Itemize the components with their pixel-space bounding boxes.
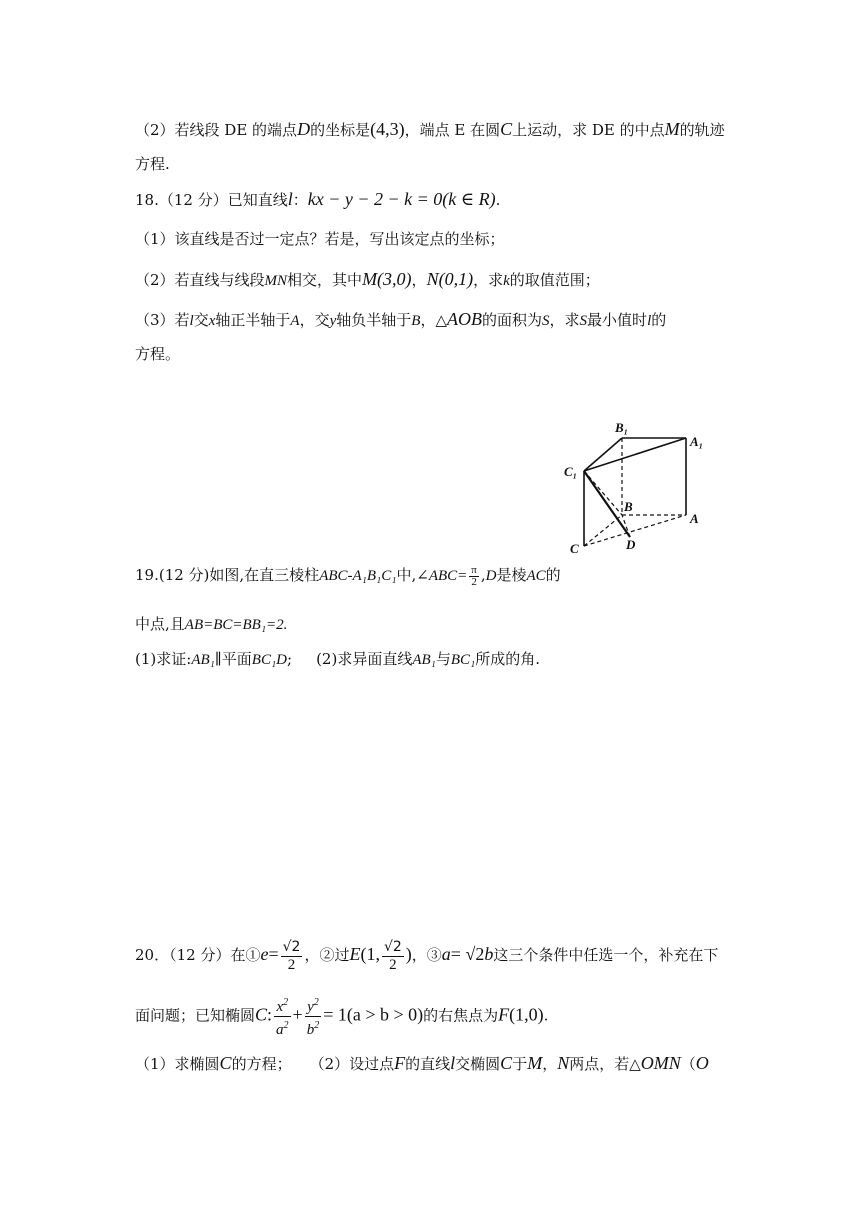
problem-17-part-2-line-2 (135, 153, 170, 175)
problem-20-stem-cont (135, 994, 548, 1039)
problem-20-questions (135, 1052, 709, 1075)
frac-num: π (471, 563, 477, 576)
math-l: l (450, 1053, 456, 1073)
text: 的取值范围； (509, 271, 600, 289)
problem-18-q3 (135, 308, 666, 332)
math-MN: MN (264, 273, 288, 289)
math-colon: : (267, 1004, 273, 1025)
math-OMN: OMN (640, 1053, 681, 1073)
math-equals: = (268, 944, 279, 964)
text: (2)求异面直线 (316, 650, 413, 668)
label-A: A (690, 511, 699, 526)
math-b: b (484, 944, 494, 964)
text: 的 (545, 566, 561, 584)
math-coord: (4,3) (370, 119, 405, 139)
text: 的 (651, 311, 667, 329)
text: 于 (512, 1055, 528, 1073)
text: 的右焦点为 (423, 1006, 499, 1025)
text: 轴正半轴于 (215, 311, 291, 329)
math-AB1: AB₁ (191, 652, 215, 668)
math-M: M (527, 1053, 543, 1073)
math-S: S (542, 313, 550, 329)
text: 中,∠ (396, 566, 429, 584)
math-angle: ABC= (428, 568, 468, 584)
problem-19-questions (135, 648, 540, 671)
text: 的方程； (231, 1055, 292, 1073)
math-F: F (498, 1004, 510, 1025)
label-C: C (570, 541, 579, 556)
label-C1: C₁ (564, 464, 578, 479)
text: （1）该直线是否过一定点？若是，写出该定点的坐标； (135, 230, 505, 248)
math-AB1: AB₁ (412, 652, 436, 668)
frac-den: b (306, 1022, 315, 1038)
math-equal-lengths: AB=BC=BB₁=2. (184, 617, 288, 633)
text: （ (680, 1055, 696, 1073)
text: 方程. (135, 155, 170, 173)
math-D: D (485, 568, 497, 584)
math-l: l (189, 313, 194, 329)
math-F: F (394, 1053, 406, 1073)
text: 中点,且 (135, 615, 185, 633)
math-pi-over-2 (469, 565, 479, 588)
text: 上运动，求 DE 的中点 (512, 121, 665, 139)
text: . (543, 1006, 549, 1025)
math-BC1D: BC₁D (251, 652, 288, 668)
text: （2）设过点 (309, 1055, 395, 1073)
prism-figure (560, 415, 735, 560)
math-x: x (208, 313, 216, 329)
frac-den: 2 (287, 956, 296, 973)
math-sqrt2-over-2 (281, 939, 303, 974)
math-C: C (219, 1053, 232, 1073)
math-sqrt2-over-2 (382, 939, 404, 974)
label-B1: B₁ (615, 420, 629, 435)
text: 所成的角. (475, 650, 541, 668)
edge-C1B-hidden (584, 471, 622, 515)
edge-CB-hidden (584, 515, 622, 546)
text: 这三个条件中任选一个，补充在下 (493, 946, 719, 964)
edge-C1A1 (584, 438, 686, 471)
math-E-close: ) (405, 944, 412, 964)
math-ellipse-condition: = 1(a > b > 0) (323, 1004, 424, 1025)
label-A1: A₁ (690, 434, 704, 449)
label-B: B (624, 499, 633, 514)
math-B: B (411, 313, 421, 329)
text: 方程。 (135, 345, 181, 363)
text: 的面积为 (482, 311, 543, 329)
frac-num: √2 (282, 938, 301, 955)
text: ，△ (420, 311, 448, 329)
text: ，交 (299, 311, 330, 329)
text: 的轨迹 (679, 121, 725, 139)
math-S: S (579, 313, 588, 329)
text: ，求 (549, 311, 580, 329)
text: 面问题；已知椭圆 (135, 1006, 256, 1025)
math-AOB: AOB (447, 309, 483, 329)
math-y: y (329, 313, 337, 329)
text: 交 (193, 311, 209, 329)
text: ， (542, 1055, 558, 1073)
frac-num: x (276, 999, 284, 1015)
problem-20-stem (135, 934, 718, 975)
math-M: M (664, 119, 680, 139)
frac-den: 2 (471, 575, 477, 588)
label-D: D (626, 537, 636, 552)
math-BC1: BC₁ (450, 652, 476, 668)
problem-17-part-2-line-1 (135, 118, 725, 141)
math-k: k (503, 273, 510, 289)
math-A: A (290, 313, 300, 329)
text: （2）若直线与线段 (135, 271, 265, 289)
text: （1）求椭圆 (135, 1055, 220, 1073)
problem-19-stem (135, 564, 561, 588)
problem-19-stem-cont (135, 613, 287, 636)
math-AC: AC (526, 568, 546, 584)
text: 19.(12 分)如图,在直三棱柱 (135, 566, 320, 584)
math-E: E (349, 944, 361, 964)
text: ，②过 (304, 946, 350, 964)
math-C: C (255, 1004, 268, 1025)
math-E-open: (1, (360, 944, 380, 964)
text: 20．（12 分）在① (135, 946, 261, 964)
frac-num: y (307, 999, 314, 1015)
math-l: l (287, 189, 293, 209)
text: ，③ (411, 946, 442, 964)
text: （2）若线段 DE 的端点 (135, 121, 298, 139)
text: , (480, 566, 486, 584)
text: 的直线 (405, 1055, 451, 1073)
math-y2-over-b2: $\frac{y^2}{b^2}$ (305, 994, 322, 1039)
math-F-coord: (1,0) (509, 1004, 544, 1025)
text: 是棱 (496, 566, 527, 584)
math-l: l (647, 313, 652, 329)
math-C: C (500, 1053, 513, 1073)
math-D: D (297, 119, 311, 139)
math-a: a (441, 944, 451, 964)
text: 18.（12 分）已知直线 (135, 191, 288, 209)
math-O: O (695, 1053, 709, 1073)
text: ，求 (473, 271, 504, 289)
text: 相交，其中 (287, 271, 363, 289)
text: (1)求证: (135, 650, 192, 668)
edge-B1C1 (584, 438, 622, 471)
math-N: N (557, 1053, 570, 1073)
text: . (495, 191, 501, 209)
text: 的坐标是 (310, 121, 371, 139)
text: ： (292, 191, 308, 209)
problem-18-stem (135, 188, 500, 211)
frac-den: a (276, 1022, 284, 1038)
math-M-point: M(3,0) (362, 269, 412, 289)
math-e: e (260, 944, 269, 964)
text: 与 (435, 650, 451, 668)
text: ， (411, 271, 427, 289)
problem-18-q2 (135, 268, 600, 292)
problem-18-q1 (135, 228, 505, 250)
math-k-in-R: (k ∈ R) (442, 189, 496, 209)
text: 交椭圆 (455, 1055, 501, 1073)
text: 两点，若△ (569, 1055, 641, 1073)
math-prism: ABC-A₁B₁C₁ (319, 568, 397, 584)
math-eq-sqrt2: = √2 (450, 944, 485, 964)
text: ∥平面 (214, 650, 252, 668)
text: 轴负半轴于 (336, 311, 412, 329)
text: ; (287, 650, 293, 668)
text: （3）若 (135, 311, 190, 329)
problem-18-q3-cont (135, 343, 180, 365)
text: 最小值时 (587, 311, 648, 329)
frac-num: √2 (383, 938, 402, 955)
math-plus: + (292, 1004, 303, 1025)
math-N-point: N(0,1) (426, 269, 474, 289)
math-line-equation: kx − y − 2 − k = 0 (307, 189, 443, 209)
text: ，端点 E 在圆 (404, 121, 501, 139)
frac-den: 2 (389, 956, 397, 973)
math-C: C (500, 119, 513, 139)
math-x2-over-a2: $\frac{x^2}{a^2}$ (274, 994, 291, 1039)
